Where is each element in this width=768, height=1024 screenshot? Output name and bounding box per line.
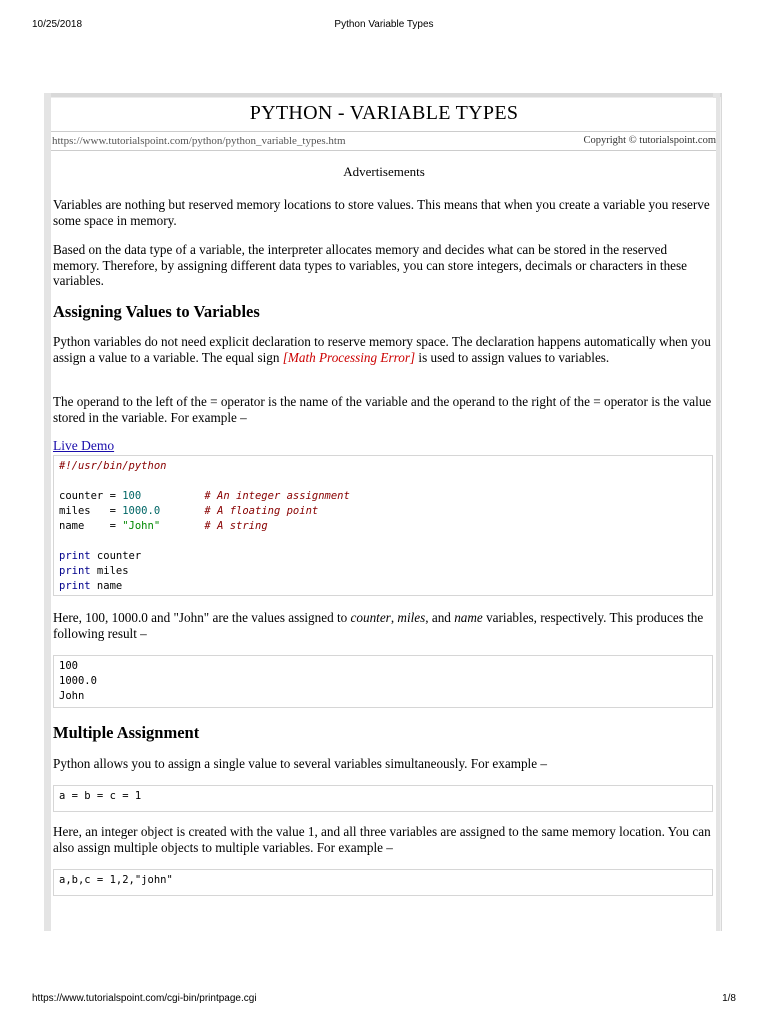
math-error-text: [Math Processing Error]: [282, 349, 416, 365]
page-number: 1/8: [722, 993, 736, 1004]
copyright: Copyright © tutorialspoint.com: [583, 135, 716, 146]
live-demo-link[interactable]: Live Demo: [53, 438, 115, 453]
code-line: name =: [59, 520, 123, 532]
code-line: miles: [90, 565, 129, 577]
p3-var-counter: counter: [350, 610, 391, 625]
code-keyword: print: [59, 550, 91, 562]
code-comment: # A floating point: [204, 505, 319, 517]
output-line: 1000.0: [59, 675, 97, 687]
code-block-output: [53, 655, 713, 708]
section2-paragraph-2: Here, an integer object is created with the value 1, and all three variables are assigned to the same memory location. You can also assign multiple objects to multiple variables. For example –: [53, 824, 711, 855]
section2-paragraph-1: Python allows you to assign a single value to several variables simultaneously. For example –: [53, 756, 547, 771]
code-keyword: print: [59, 565, 91, 577]
print-doc-title: Python Variable Types: [334, 19, 434, 30]
code-line: name: [90, 580, 123, 592]
code-line: counter: [90, 550, 142, 562]
code-line: a = b = c = 1: [59, 790, 142, 802]
section1-paragraph-2: The operand to the left of the = operator is the name of the variable and the operand to the right of the = operator is the value stored in the variable. For example –: [53, 394, 712, 425]
code-shebang: #!/usr/bin/python: [59, 460, 167, 472]
p3-text: variables, respectively. This produces the following result –: [53, 610, 704, 641]
print-date: 10/25/2018: [32, 19, 83, 30]
code-line: a,b,c = 1,2,"john": [59, 874, 173, 886]
page-title: PYTHON - VARIABLE TYPES: [249, 102, 519, 124]
p3-text: , and: [425, 610, 455, 625]
code-value: "John": [122, 520, 161, 532]
section-heading-assigning: Assigning Values to Variables: [53, 302, 260, 321]
advertisements-label: Advertisements: [343, 164, 425, 179]
code-value: 100: [122, 490, 142, 502]
intro-paragraph-2: Based on the data type of a variable, the interpreter allocates memory and decides what can be stored in the reserved memory. Therefore, by assigning different data types to variables, you can store integers, decimals or characters in these variables.: [53, 242, 687, 288]
source-url[interactable]: https://www.tutorialspoint.com/python/python_variable_types.htm: [52, 135, 346, 147]
code-comment: # A string: [204, 520, 268, 532]
footer-url: https://www.tutorialspoint.com/cgi-bin/printpage.cgi: [32, 993, 257, 1004]
code-value: 1000.0: [122, 505, 161, 517]
code-comment: # An integer assignment: [204, 490, 350, 502]
p3-text: Here, 100, 1000.0 and "John" are the values assigned to: [53, 610, 351, 625]
p3-var-miles: miles: [397, 610, 426, 625]
section1-p1-text-end: is used to assign values to variables.: [415, 349, 610, 365]
output-line: 100: [59, 660, 78, 672]
section1-p1-text: Python variables do not need explicit declaration to reserve memory space. The declaration happens automatically when you assign a value to a variable. The equal sign: [53, 334, 711, 365]
page-gutter-left: [44, 93, 51, 931]
code-block-variables: [53, 455, 713, 596]
code-line: counter =: [59, 490, 123, 502]
section-heading-multiple: Multiple Assignment: [53, 723, 200, 742]
code-keyword: print: [59, 580, 91, 592]
code-block-multi-2: [53, 869, 713, 896]
section1-paragraph-1: [53, 334, 713, 365]
code-block-multi-1: [53, 785, 713, 812]
p3-var-name: name: [454, 610, 483, 625]
output-line: John: [59, 690, 85, 702]
code-line: miles =: [59, 505, 123, 517]
source-url-row: [51, 131, 716, 151]
p3-text: ,: [390, 610, 398, 625]
intro-paragraph-1: Variables are nothing but reserved memory locations to store values. This means that when you create a variable you reserve some space in memory.: [53, 197, 710, 228]
section1-paragraph-3: [53, 610, 713, 641]
